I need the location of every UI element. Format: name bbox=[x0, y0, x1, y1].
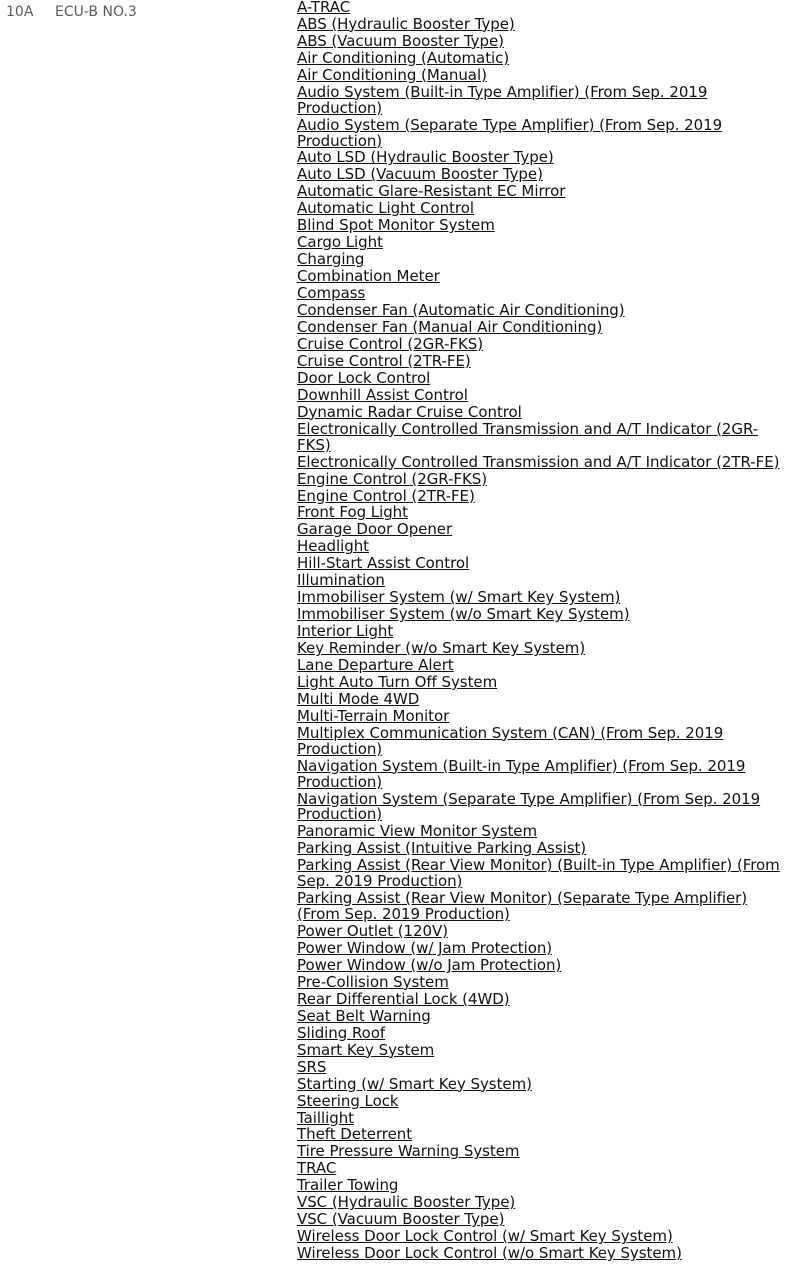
system-link[interactable]: Navigation System (Built-in Type Amplifier) (From Sep. 2019 Production) bbox=[297, 756, 746, 791]
system-link[interactable]: Cruise Control (2GR-FKS) bbox=[297, 334, 483, 353]
system-link[interactable]: Illumination bbox=[297, 571, 385, 590]
system-link[interactable]: TRAC bbox=[297, 1159, 337, 1178]
system-link[interactable]: Immobiliser System (w/ Smart Key System) bbox=[297, 588, 621, 607]
system-link[interactable]: Audio System (Separate Type Amplifier) (From Sep. 2019 Production) bbox=[297, 115, 723, 150]
system-link[interactable]: Wireless Door Lock Control (w/ Smart Key System) bbox=[297, 1227, 673, 1246]
system-list-item bbox=[297, 334, 782, 353]
system-list-item bbox=[297, 1127, 782, 1143]
system-link[interactable]: Electronically Controlled Transmission and A/T Indicator (2GR-FKS) bbox=[297, 419, 759, 454]
system-list-item bbox=[297, 167, 782, 183]
system-list-item bbox=[297, 65, 782, 84]
system-link[interactable]: Smart Key System bbox=[297, 1040, 435, 1059]
system-link[interactable]: Engine Control (2TR-FE) bbox=[297, 486, 475, 505]
system-list-item bbox=[297, 539, 782, 555]
system-link[interactable]: Audio System (Built-in Type Amplifier) (From Sep. 2019 Production) bbox=[297, 82, 708, 117]
system-list-item bbox=[297, 989, 782, 1008]
system-link[interactable]: Key Reminder (w/o Smart Key System) bbox=[297, 639, 586, 658]
system-link[interactable]: Seat Belt Warning bbox=[297, 1006, 431, 1025]
system-link[interactable]: Lane Departure Alert bbox=[297, 656, 454, 675]
system-list-item bbox=[297, 756, 782, 791]
system-list-item bbox=[297, 1108, 782, 1127]
system-list-item bbox=[297, 150, 782, 166]
system-link[interactable]: Power Outlet (120V) bbox=[297, 922, 449, 941]
system-list-item bbox=[297, 320, 782, 336]
system-link[interactable]: Tire Pressure Warning System bbox=[297, 1142, 520, 1161]
system-link[interactable]: Wireless Door Lock Control (w/o Smart Key System) bbox=[297, 1244, 682, 1263]
system-list-item bbox=[297, 522, 782, 538]
system-list-item bbox=[297, 402, 782, 421]
related-systems-list bbox=[297, 0, 782, 1263]
system-list-item bbox=[297, 972, 782, 991]
system-list-item bbox=[297, 1229, 782, 1245]
system-link[interactable]: Trailer Towing bbox=[297, 1176, 399, 1195]
system-link[interactable]: Garage Door Opener bbox=[297, 520, 453, 539]
system-list-item bbox=[297, 184, 782, 200]
system-link[interactable]: Rear Differential Lock (4WD) bbox=[297, 989, 510, 1008]
system-link[interactable]: Cargo Light bbox=[297, 233, 383, 252]
system-list-item bbox=[297, 351, 782, 370]
system-link[interactable]: Condenser Fan (Automatic Air Conditioning) bbox=[297, 301, 625, 320]
system-link[interactable]: Engine Control (2GR-FKS) bbox=[297, 469, 488, 488]
system-list-item bbox=[297, 505, 782, 521]
system-list-item bbox=[297, 469, 782, 488]
system-list-item bbox=[297, 955, 782, 974]
system-link[interactable]: Sliding Roof bbox=[297, 1023, 386, 1042]
system-link[interactable]: Navigation System (Separate Type Amplifier) (From Sep. 2019 Production) bbox=[297, 789, 761, 824]
system-link[interactable]: Front Fog Light bbox=[297, 503, 408, 522]
system-link[interactable]: Parking Assist (Intuitive Parking Assist) bbox=[297, 839, 587, 858]
system-link[interactable]: Parking Assist (Rear View Monitor) (Separate Type Amplifier) (From Sep. 2019 Production) bbox=[297, 889, 748, 924]
system-list-item bbox=[297, 789, 782, 824]
system-link[interactable]: Starting (w/ Smart Key System) bbox=[297, 1074, 532, 1093]
system-link[interactable]: Light Auto Turn Off System bbox=[297, 672, 498, 691]
system-link[interactable]: Immobiliser System (w/o Smart Key System) bbox=[297, 605, 630, 624]
system-list-item bbox=[297, 201, 782, 217]
fuse-name: ECU-B NO.3 bbox=[55, 4, 137, 20]
system-list-item bbox=[297, 1023, 782, 1042]
system-link[interactable]: Parking Assist (Rear View Monitor) (Built-in Type Amplifier) (From Sep. 2019 Production) bbox=[297, 856, 780, 891]
system-list-item bbox=[297, 48, 782, 67]
system-list-item bbox=[297, 419, 782, 454]
system-link[interactable]: SRS bbox=[297, 1057, 327, 1076]
system-link[interactable]: VSC (Vacuum Booster Type) bbox=[297, 1210, 505, 1229]
system-link[interactable]: Air Conditioning (Manual) bbox=[297, 65, 487, 84]
system-link[interactable]: Auto LSD (Hydraulic Booster Type) bbox=[297, 148, 554, 167]
system-link[interactable]: Power Window (w/o Jam Protection) bbox=[297, 955, 562, 974]
system-link[interactable]: Taillight bbox=[297, 1108, 355, 1127]
system-list-item bbox=[297, 368, 782, 387]
system-list-item bbox=[297, 941, 782, 957]
system-list-item bbox=[297, 1040, 782, 1059]
system-link[interactable]: Condenser Fan (Manual Air Conditioning) bbox=[297, 318, 603, 337]
system-list-item bbox=[297, 706, 782, 725]
system-link[interactable]: Steering Lock bbox=[297, 1091, 399, 1110]
system-list-item bbox=[297, 624, 782, 640]
system-list-item bbox=[297, 841, 782, 857]
system-list-item bbox=[297, 689, 782, 708]
system-list-item bbox=[297, 1074, 782, 1093]
system-list-item bbox=[297, 1161, 782, 1177]
system-list-item bbox=[297, 252, 782, 268]
system-link[interactable]: ABS (Hydraulic Booster Type) bbox=[297, 14, 515, 33]
system-list-item bbox=[297, 1178, 782, 1194]
system-link[interactable]: Auto LSD (Vacuum Booster Type) bbox=[297, 165, 543, 184]
system-list-item bbox=[297, 385, 782, 404]
system-list-item bbox=[297, 303, 782, 319]
system-link[interactable]: Theft Deterrent bbox=[297, 1125, 413, 1144]
system-link[interactable]: Multiplex Communication System (CAN) (From Sep. 2019 Production) bbox=[297, 723, 724, 758]
system-list-item bbox=[297, 115, 782, 150]
system-link[interactable]: Door Lock Control bbox=[297, 368, 431, 387]
system-list-item bbox=[297, 824, 782, 840]
system-link[interactable]: Charging bbox=[297, 250, 365, 269]
system-list-item bbox=[297, 858, 782, 890]
system-list-item bbox=[297, 891, 782, 923]
system-link[interactable]: Hill-Start Assist Control bbox=[297, 554, 470, 573]
system-link[interactable]: Downhill Assist Control bbox=[297, 385, 468, 404]
system-link[interactable]: Air Conditioning (Automatic) bbox=[297, 48, 510, 67]
system-list-item bbox=[297, 1195, 782, 1211]
system-link[interactable]: Compass bbox=[297, 284, 366, 303]
system-link[interactable]: Multi-Terrain Monitor bbox=[297, 706, 450, 725]
system-list-item bbox=[297, 641, 782, 657]
system-list-item bbox=[297, 924, 782, 940]
fuse-amperage: 10A bbox=[6, 4, 34, 20]
system-list-item bbox=[297, 1091, 782, 1110]
system-list-item bbox=[297, 14, 782, 33]
system-link[interactable]: VSC (Hydraulic Booster Type) bbox=[297, 1193, 516, 1212]
system-list-item bbox=[297, 82, 782, 117]
system-list-item bbox=[297, 1057, 782, 1076]
system-link[interactable]: Power Window (w/ Jam Protection) bbox=[297, 939, 553, 957]
system-list-item bbox=[297, 486, 782, 505]
system-list-item bbox=[297, 0, 782, 16]
system-list-item bbox=[297, 1006, 782, 1025]
system-list-item bbox=[297, 590, 782, 606]
system-list-item bbox=[297, 286, 782, 302]
system-list-item bbox=[297, 723, 782, 758]
system-list-item bbox=[297, 452, 782, 471]
system-link[interactable]: Pre-Collision System bbox=[297, 972, 449, 991]
system-list-item bbox=[297, 269, 782, 285]
system-link[interactable]: ABS (Vacuum Booster Type) bbox=[297, 31, 504, 50]
system-link[interactable]: Automatic Glare-Resistant EC Mirror bbox=[297, 182, 566, 201]
system-link[interactable]: Electronically Controlled Transmission and A/T Indicator (2TR-FE) bbox=[297, 452, 780, 471]
system-list-item bbox=[297, 1246, 782, 1262]
system-link[interactable]: Panoramic View Monitor System bbox=[297, 822, 538, 841]
system-list-item bbox=[297, 1144, 782, 1160]
system-list-item bbox=[297, 672, 782, 691]
system-list-item bbox=[297, 235, 782, 251]
system-list-item bbox=[297, 556, 782, 572]
system-list-item bbox=[297, 607, 782, 623]
system-link[interactable]: Combination Meter bbox=[297, 267, 440, 286]
system-list-item bbox=[297, 31, 782, 50]
system-link[interactable]: Interior Light bbox=[297, 622, 394, 641]
system-link[interactable]: Multi Mode 4WD bbox=[297, 689, 420, 708]
system-link[interactable]: A-TRAC bbox=[297, 0, 351, 16]
system-list-item bbox=[297, 1212, 782, 1228]
system-link[interactable]: Blind Spot Monitor System bbox=[297, 216, 495, 235]
system-link[interactable]: Cruise Control (2TR-FE) bbox=[297, 351, 471, 370]
system-list-item bbox=[297, 218, 782, 234]
system-link[interactable]: Headlight bbox=[297, 537, 370, 556]
system-link[interactable]: Automatic Light Control bbox=[297, 199, 474, 218]
system-list-item bbox=[297, 658, 782, 674]
system-link[interactable]: Dynamic Radar Cruise Control bbox=[297, 402, 522, 421]
system-list-item bbox=[297, 573, 782, 589]
